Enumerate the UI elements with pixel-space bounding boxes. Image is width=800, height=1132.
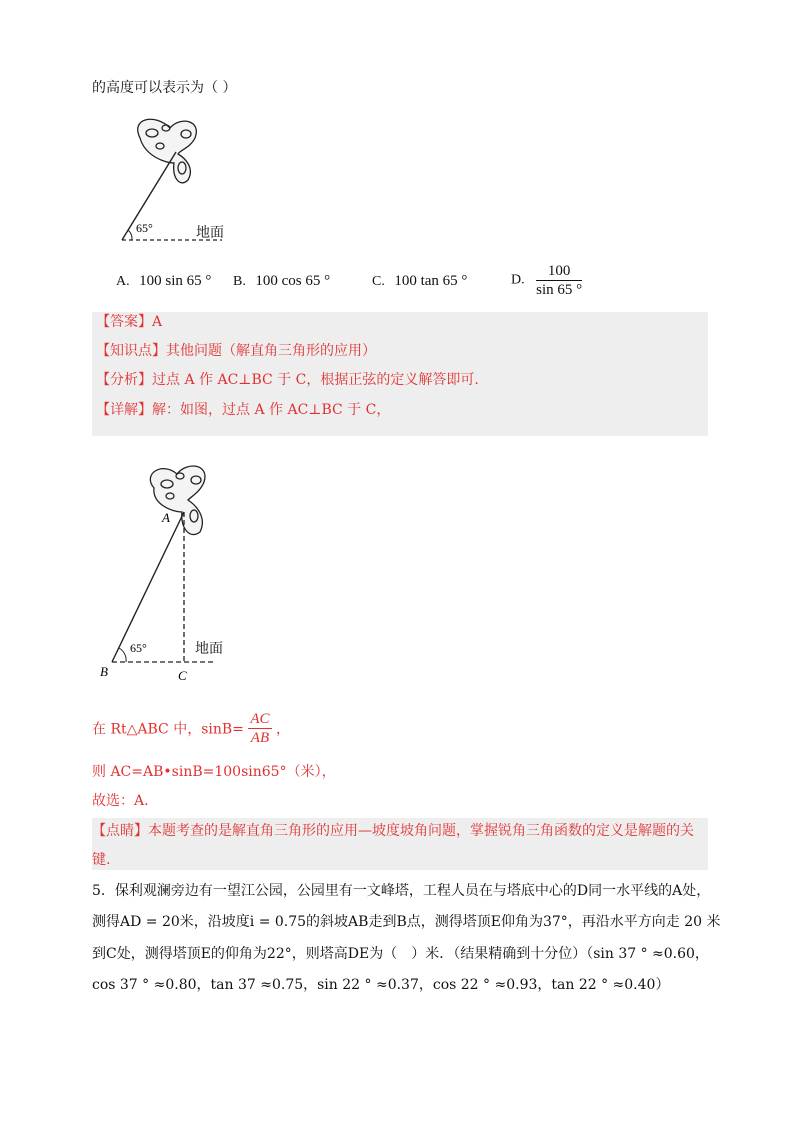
hypotenuse-ab	[112, 512, 184, 662]
option-d-fraction	[536, 262, 582, 299]
analysis-tag: 【分析】	[96, 372, 152, 388]
angle-label-2: 65°	[130, 641, 147, 655]
option-b[interactable]	[233, 273, 330, 290]
knowledge-tag: 【知识点】	[96, 343, 166, 359]
answer-tag: 【答案】	[96, 314, 152, 330]
solution-line-1	[92, 710, 290, 747]
option-d-label: D.	[511, 272, 525, 288]
q5-line-1: 5．保利观澜旁边有一望江公园，公园里有一文峰塔，工程人员在与塔底中心的D同一水平线的A处，	[92, 883, 711, 899]
solution-line-1-suffix: ，	[275, 721, 290, 738]
knowledge-line	[96, 341, 376, 361]
point-c-label: C	[178, 668, 187, 683]
comment-line-1	[92, 821, 694, 841]
kite-figure-2	[92, 436, 248, 694]
option-b-label: B.	[233, 274, 246, 289]
option-a-label: A.	[116, 274, 130, 289]
point-a-label: A	[162, 510, 170, 525]
option-d[interactable]	[511, 262, 582, 299]
answer-line	[96, 312, 162, 332]
analysis-line	[96, 370, 479, 390]
detail-text: 解：如图，过点 A 作 AC⊥BC 于 C，	[152, 402, 391, 418]
intro-line: 的高度可以表示为（ ）	[92, 80, 237, 96]
sin-b-fraction	[248, 710, 271, 747]
solution-line-3: 故选：A.	[92, 793, 149, 809]
fraction-denominator: AB	[250, 730, 270, 746]
option-b-value: 100 cos 65 °	[255, 273, 331, 289]
fraction-numerator: AC	[250, 711, 270, 727]
option-c-value: 100 tan 65 °	[394, 273, 468, 289]
solution-line-2: 则 AC=AB•sinB=100sin65°（米），	[92, 764, 336, 780]
option-a-value: 100 sin 65 °	[139, 273, 212, 289]
knowledge-text: 其他问题（解直角三角形的应用）	[166, 343, 376, 359]
option-c[interactable]	[372, 273, 467, 290]
detail-tag: 【详解】	[96, 402, 152, 418]
point-b-label: B	[100, 664, 108, 679]
ground-label-2: 地面	[195, 641, 223, 657]
detail-line	[96, 400, 390, 420]
solution-line-1-prefix: 在 Rt△ABC 中，sinB=	[92, 721, 244, 738]
comment-line-2: 键.	[92, 852, 111, 868]
q5-line-2: 测得AD = 20米，沿坡度i = 0.75的斜坡AB走到B点，测得塔顶E仰角为37°，再沿水平方向走 20 米	[92, 914, 721, 930]
option-d-numerator: 100	[536, 262, 582, 281]
kite-figure-1	[110, 108, 250, 248]
angle-label: 65°	[136, 221, 153, 235]
analysis-text: 过点 A 作 AC⊥BC 于 C，根据正弦的定义解答即可.	[152, 372, 479, 388]
comment-text-1: 本题考查的是解直角三角形的应用—坡度坡角问题，掌握锐角三角函数的定义是解题的关	[148, 823, 694, 839]
comment-tag: 【点睛】	[92, 823, 148, 839]
option-c-label: C.	[372, 274, 385, 289]
answer-text: A	[152, 314, 163, 330]
kite-icon	[138, 119, 197, 183]
option-a[interactable]	[116, 273, 211, 290]
ground-label: 地面	[196, 225, 224, 241]
q5-line-3: 到C处，测得塔顶E的仰角为22°，则塔高DE为（ ）米．（结果精确到十分位）（sin 37 ° ≈0.60，	[92, 946, 709, 962]
q5-line-4: cos 37 ° ≈0.80，tan 37 ≈0.75，sin 22 ° ≈0.37，cos 22 ° ≈0.93，tan 22 ° ≈0.40）	[92, 977, 670, 993]
option-d-denominator: sin 65 °	[536, 282, 583, 298]
